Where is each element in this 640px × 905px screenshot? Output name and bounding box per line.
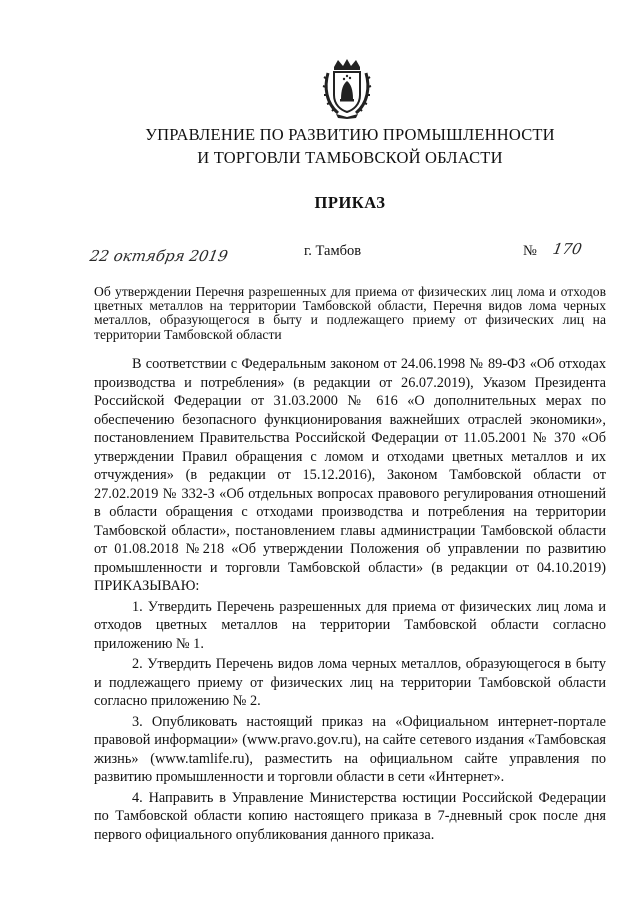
- coat-of-arms-emblem: [322, 57, 372, 119]
- document-subject: Об утверждении Перечня разрешенных для приема от физических лиц лома и отходов цветных металлов на территории Тамбовской области, Перечня видов лома черных металлов, образующегося в быту и подлежащего приему от физических лиц на территории Тамбовской области: [94, 284, 606, 342]
- organization-name-line-2: И ТОРГОВЛИ ТАМБОВСКОЙ ОБЛАСТИ: [197, 148, 503, 167]
- document-body: [94, 355, 606, 844]
- handwritten-date: 22 октября 2019: [88, 247, 230, 265]
- organization-name-line-1: УПРАВЛЕНИЕ ПО РАЗВИТИЮ ПРОМЫШЛЕННОСТИ: [145, 125, 555, 144]
- document-type-title: ПРИКАЗ: [314, 193, 386, 212]
- handwritten-number: 170: [551, 240, 584, 258]
- order-item: 4. Направить в Управление Министерства юстиции Российской Федерации по Тамбовской области копию настоящего приказа в 7-дневный срок после дня первого официального опубликования данного приказа.: [94, 789, 606, 843]
- order-item: 3. Опубликовать настоящий приказ на «Официальном интернет-портале правовой информации» (www.pravo.gov.ru), на сайте сетевого издания «Тамбовская жизнь» (www.tamlife.ru), разместить на официальном сайте управления по развитию промышленности и торговли области в сети «Интернет».: [94, 713, 606, 785]
- city-label: г. Тамбов: [304, 243, 362, 259]
- number-label: №: [523, 243, 537, 259]
- order-item: 1. Утвердить Перечень разрешенных для приема от физических лиц лома и отходов цветных металлов на территории Тамбовской области согласно приложению № 1.: [94, 598, 606, 652]
- preamble-paragraph: В соответствии с Федеральным законом от 24.06.1998 № 89-ФЗ «Об отходах производства и потребления» (в редакции от 26.07.2019), Указом Президента Российской Федерации от 31.03.2000 № 616 «О дополнительных мерах по обеспечению безопасного функционирования важнейших отраслей экономики», постановлением Правительства Российской Федерации от 11.05.2001 № 370 «Об утверждении Правил обращения с ломом и отходами цветных металлов и их отчуждения» (в редакции от 15.12.2016), Законом Тамбовской области от 27.02.2019 № 332-З «Об отдельных вопросах правового регулирования отношений в области обращения с отходами производства и потребления на территории Тамбовской области», постановлением главы администрации Тамбовской области от 01.08.2018 №218 «Об утверждении Положения об управлении по развитию промышленности и торговли Тамбовской области» (в редакции от 04.10.2019) ПРИКАЗЫВАЮ:: [94, 356, 606, 594]
- order-item: 2. Утвердить Перечень видов лома черных металлов, образующегося в быту и подлежащего приему от физических лиц на территории Тамбовской области согласно приложению № 2.: [94, 656, 606, 709]
